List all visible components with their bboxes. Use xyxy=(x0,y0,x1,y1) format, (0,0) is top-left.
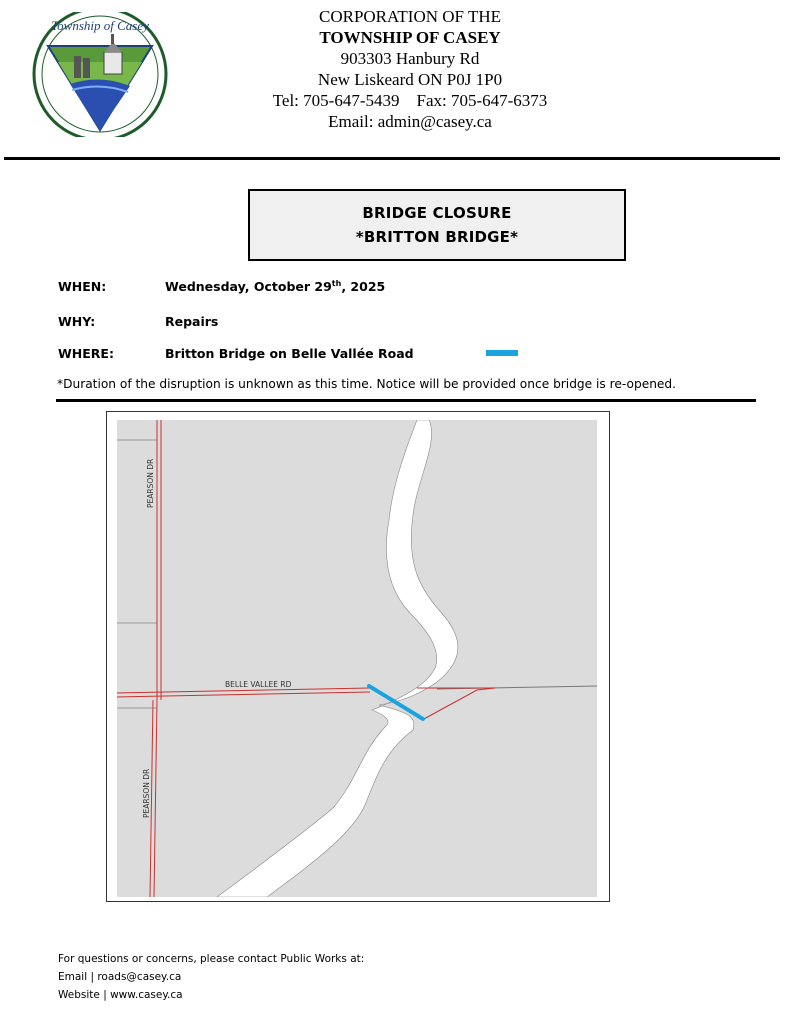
when-value xyxy=(165,279,385,294)
section-divider xyxy=(56,399,756,402)
belle-vallee-rd-label: BELLE VALLEE RD xyxy=(225,680,292,689)
when-label: WHEN: xyxy=(58,279,107,294)
pearson-dr-label-south: PEARSON DR xyxy=(142,768,151,818)
org-address: 903303 Hanbury Rd xyxy=(340,49,480,68)
where-value: Britton Bridge on Belle Vallée Road xyxy=(165,346,414,361)
footer-email[interactable]: Email | roads@casey.ca xyxy=(58,971,182,983)
notice-title: BRIDGE CLOSURE xyxy=(362,204,512,222)
org-phone: Tel: 705-647-5439 xyxy=(272,91,400,110)
footer-intro: For questions or concerns, please contact Public Works at: xyxy=(58,953,365,965)
map-land xyxy=(117,420,597,897)
when-date-suffix: th xyxy=(331,279,342,288)
org-email: Email: admin@casey.ca xyxy=(328,112,492,131)
map-frame xyxy=(106,411,610,902)
logo-text: Township of Casey xyxy=(51,18,149,33)
township-logo xyxy=(30,12,170,137)
org-contact-line xyxy=(220,90,600,111)
footer-website[interactable]: Website | www.casey.ca xyxy=(58,989,183,1001)
closure-legend-swatch xyxy=(486,350,518,356)
why-value: Repairs xyxy=(165,314,219,329)
notice-title-box xyxy=(248,189,626,261)
when-year: , 2025 xyxy=(341,279,386,295)
disclaimer-note: *Duration of the disruption is unknown as this time. Notice will be provided once bridge is re-opened. xyxy=(57,377,677,391)
org-name: TOWNSHIP OF CASEY xyxy=(319,28,501,47)
closure-map xyxy=(117,420,597,897)
org-line1: CORPORATION OF THE xyxy=(319,7,501,26)
notice-subtitle: *BRITTON BRIDGE* xyxy=(355,228,519,246)
header-divider xyxy=(4,157,780,160)
org-fax: Fax: 705-647-6373 xyxy=(416,91,548,110)
organization-header xyxy=(220,6,600,132)
where-label: WHERE: xyxy=(58,346,114,361)
org-city: New Liskeard ON P0J 1P0 xyxy=(317,70,503,89)
why-label: WHY: xyxy=(58,314,96,329)
contact-footer xyxy=(58,950,364,1004)
when-date: Wednesday, October 29 xyxy=(165,279,332,295)
pearson-dr-label-north: PEARSON DR xyxy=(146,458,155,508)
